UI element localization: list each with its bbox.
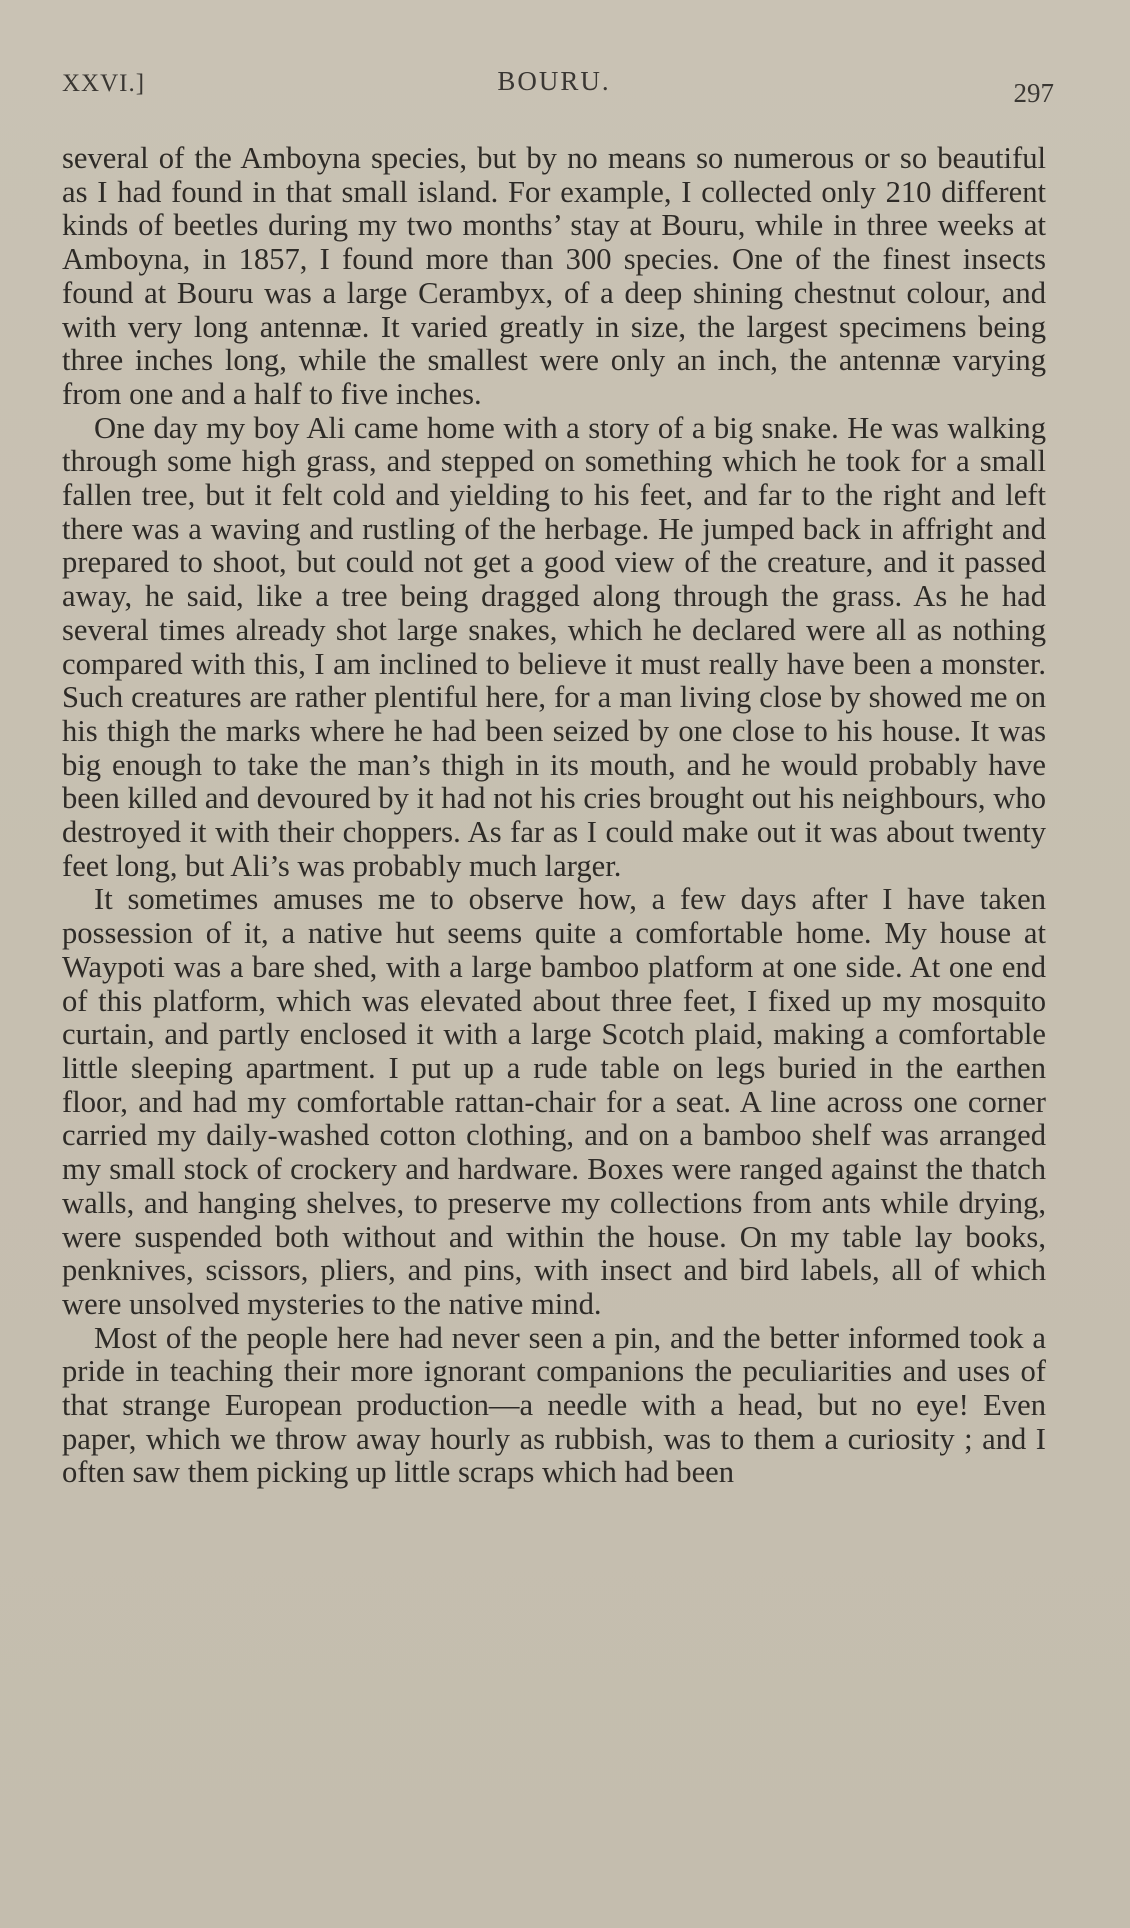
- body-text: [62, 142, 1046, 1490]
- chapter-number: XXVI.]: [62, 70, 146, 97]
- paragraph-native-hut: It sometimes amuses me to observe how, a few days after I have taken possession of it, a native hut seems quite a comfortable home. My house at Waypoti was a bare shed, with a large bamboo platform at one side. At one end of this platform, which was elevated about three feet, I fixed up my mosquito curtain, and partly enclosed it with a large Scotch plaid, making a comfortable little sleeping apartment. I put up a rude table on legs buried in the earthen floor, and had my comfortable rattan-chair for a seat. A line across one corner carried my daily-washed cotton clothing, and on a bamboo shelf was arranged my small stock of crockery and hardware. Boxes were ranged against the thatch walls, and hanging shelves, to preserve my collections from ants while drying, were suspended both without and within the house. On my table lay books, penknives, scissors, pliers, and pins, with insect and bird labels, all of which were unsolved mysteries to the native mind.: [62, 882, 1046, 1321]
- book-page: [62, 66, 1054, 1490]
- running-title: BOURU.: [497, 66, 611, 96]
- paragraph-continuation: several of the Amboyna species, but by no means so numerous or so beautiful as I had found in that small island. For example, I collected only 210 different kinds of beetles during my two months’ stay at Bouru, while in three weeks at Amboyna, in 1857, I found more than 300 species. One of the finest insects found at Bouru was a large Cerambyx, of a deep shining chestnut colour, and with very long antennæ. It varied greatly in size, the largest specimens being three inches long, while the smallest were only an inch, the antennæ varying from one and a half to five inches.: [62, 141, 1046, 411]
- paragraph-pins: Most of the people here had never seen a pin, and the better informed took a pride in teaching their more ignorant companions the peculiarities and uses of that strange European production—a needle with a head, but no eye! Even paper, which we throw away hourly as rubbish, was to them a curiosity ; and I often saw them picking up little scraps which had been: [62, 1320, 1046, 1490]
- running-head: [62, 66, 1054, 130]
- paragraph-snake-story: One day my boy Ali came home with a story of a big snake. He was walking through some high grass, and stepped on something which he took for a small fallen tree, but it felt cold and yielding to his feet, and far to the right and left there was a waving and rustling of the herbage. He jumped back in affright and prepared to shoot, but could not get a good view of the creature, and it passed away, he said, like a tree being dragged along through the grass. As he had several times already shot large snakes, which he declared were all as nothing compared with this, I am inclined to believe it must really have been a monster. Such creatures are rather plentiful here, for a man living close by showed me on his thigh the marks where he had been seized by one close to his house. It was big enough to take the man’s thigh in its mouth, and he would probably have been killed and devoured by it had not his cries brought out his neighbours, who destroyed it with their choppers. As far as I could make out it was about twenty feet long, but Ali’s was probably much larger.: [62, 410, 1046, 883]
- page-number: 297: [1013, 78, 1054, 108]
